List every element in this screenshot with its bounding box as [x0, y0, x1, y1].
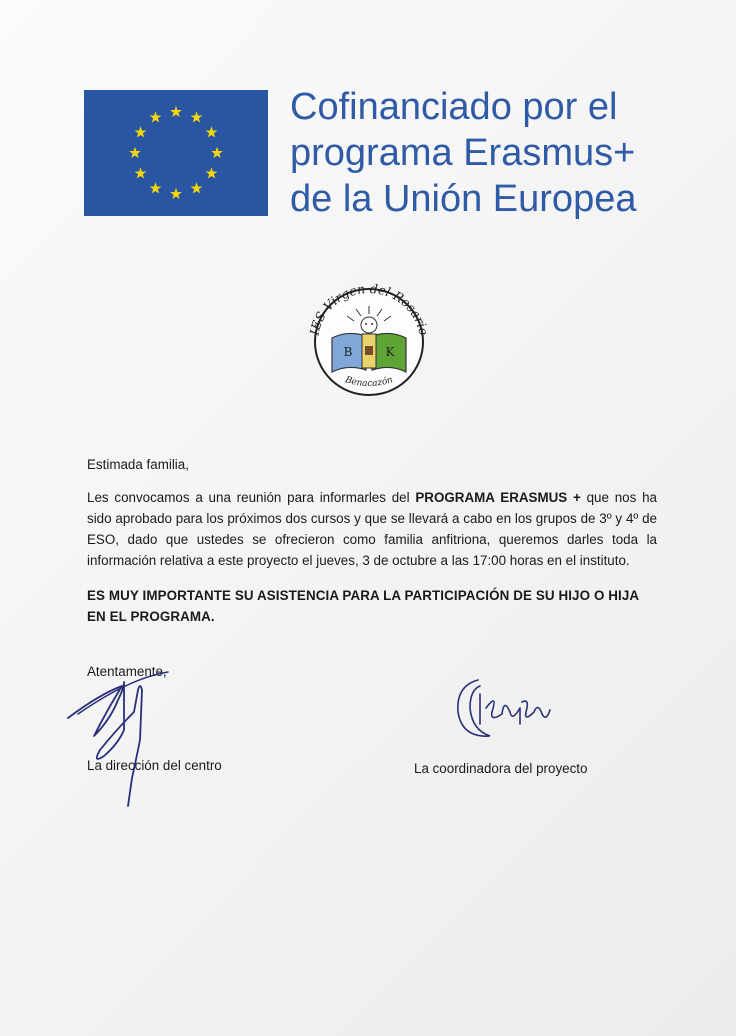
seal-top-text: IES Virgen del Rosario: [306, 280, 432, 337]
director-signature: [60, 660, 190, 810]
body-intro: Les convocamos a una reunión para informarles del: [87, 490, 416, 505]
letter-body: [87, 487, 657, 571]
cofinanced-heading: [290, 84, 710, 222]
seal-letter-b: B: [343, 345, 353, 359]
cofinanced-line-1: Cofinanciado por el: [290, 86, 618, 128]
cofinanced-line-3: de la Unión Europea: [290, 178, 637, 220]
signature-label-coordinator: La coordinadora del proyecto: [414, 761, 588, 776]
closing: Atentamente,: [87, 664, 167, 679]
school-seal-icon: [296, 276, 442, 402]
signature-label-direction: La dirección del centro: [87, 758, 222, 773]
attendance-emphasis: ES MUY IMPORTANTE SU ASISTENCIA PARA LA PARTICIPACIÓN DE SU HIJO O HIJA EN EL PROGRAMA.: [87, 588, 639, 624]
body-program-name: PROGRAMA ERASMUS +: [415, 490, 581, 505]
seal-letter-k: K: [385, 345, 395, 359]
seal-bottom-text: Benacazón: [343, 375, 395, 390]
eu-flag-icon: [84, 90, 268, 216]
body-details: que nos ha sido aprobado para los próximos dos cursos y que se llevará a cabo en los grupos de 3º y 4º de ESO, dado que ustedes se ofrecieron como familia anfitriona, queremos darles toda la información relativa a este proyecto el jueves, 3 de octubre a las 17:00 horas en el instituto.: [87, 490, 657, 568]
coordinator-signature: [450, 672, 560, 742]
cofinanced-line-2: programa Erasmus+: [290, 132, 636, 174]
greeting: Estimada familia,: [87, 457, 189, 472]
